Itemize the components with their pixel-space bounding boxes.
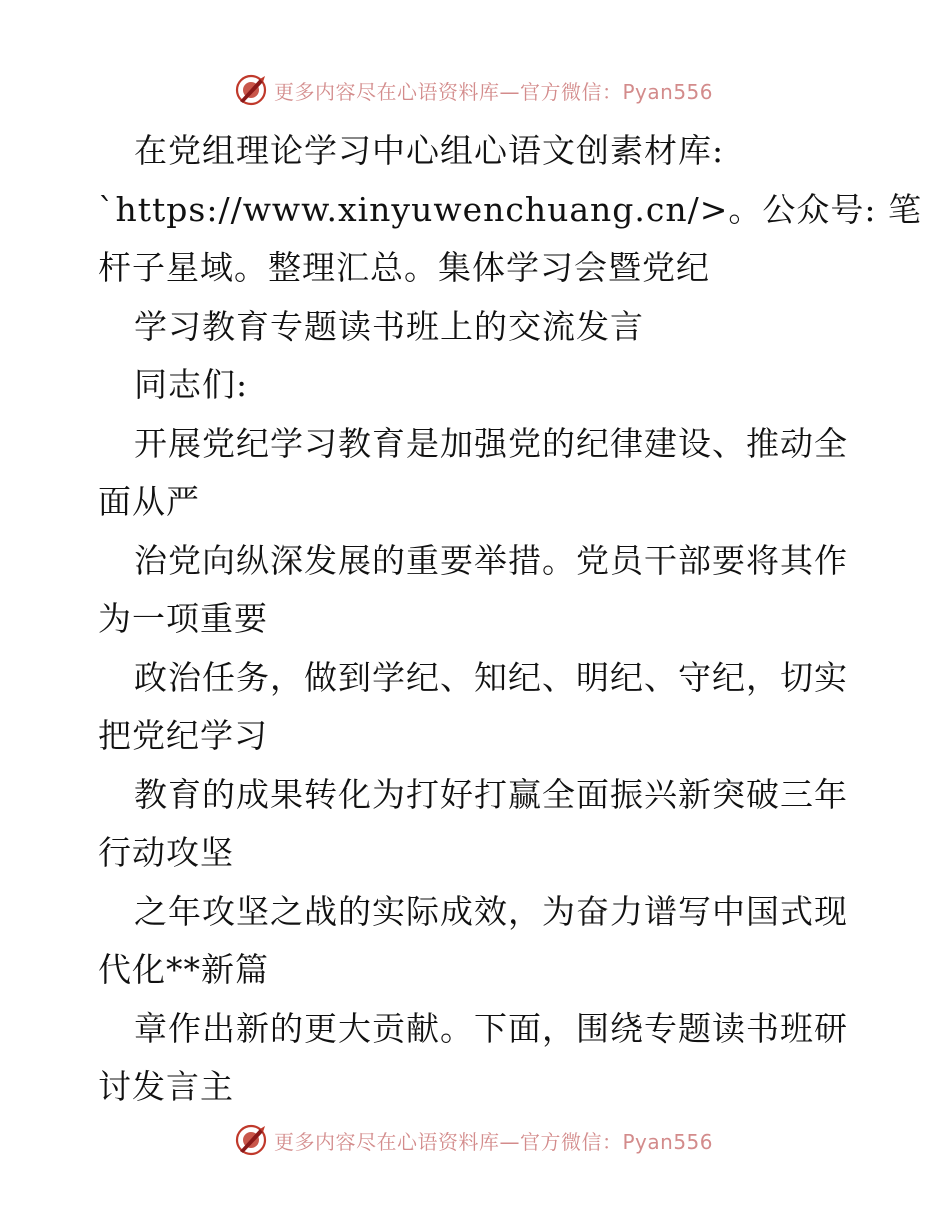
text-line: 学习教育专题读书班上的交流发言 <box>134 306 644 346</box>
text-line: 为一项重要 <box>98 599 268 638</box>
text-line: `https://www.xinyuwenchuang.cn/>。公众号: 笔 <box>98 189 922 229</box>
text-line: 治党向纵深发展的重要举措。党员干部要将其作 <box>134 540 848 580</box>
document-body <box>98 122 922 1117</box>
text-line: 开展党纪学习教育是加强党的纪律建设、推动全 <box>134 423 848 463</box>
text-line: 教育的成果转化为打好打赢全面振兴新突破三年 <box>134 774 848 814</box>
text-line: 代化**新篇 <box>98 950 269 989</box>
text-line: 把党纪学习 <box>98 716 268 755</box>
text-line: 杆子星域。整理汇总。集体学习会暨党纪 <box>98 248 710 287</box>
text-line: 章作出新的更大贡献。下面，围绕专题读书班研 <box>134 1008 848 1048</box>
text-line: 讨发言主 <box>98 1067 234 1106</box>
quill-pen-seal-icon <box>234 1123 268 1157</box>
header-watermark <box>234 70 713 110</box>
watermark-text: 更多内容尽在心语资料库—官方微信：Pyan556 <box>274 79 714 104</box>
text-line: 之年攻坚之战的实际成效，为奋力谱写中国式现 <box>134 891 848 931</box>
text-line: 在党组理论学习中心组心语文创素材库: <box>134 131 725 170</box>
watermark-text: 更多内容尽在心语资料库—官方微信：Pyan556 <box>274 1129 714 1154</box>
text-line: 面从严 <box>98 482 200 521</box>
quill-pen-seal-icon <box>234 73 268 107</box>
text-line: 行动攻坚 <box>98 833 234 872</box>
footer-watermark <box>234 1120 713 1160</box>
text-line: 同志们: <box>134 365 249 404</box>
text-line: 政治任务，做到学纪、知纪、明纪、守纪，切实 <box>134 657 848 697</box>
